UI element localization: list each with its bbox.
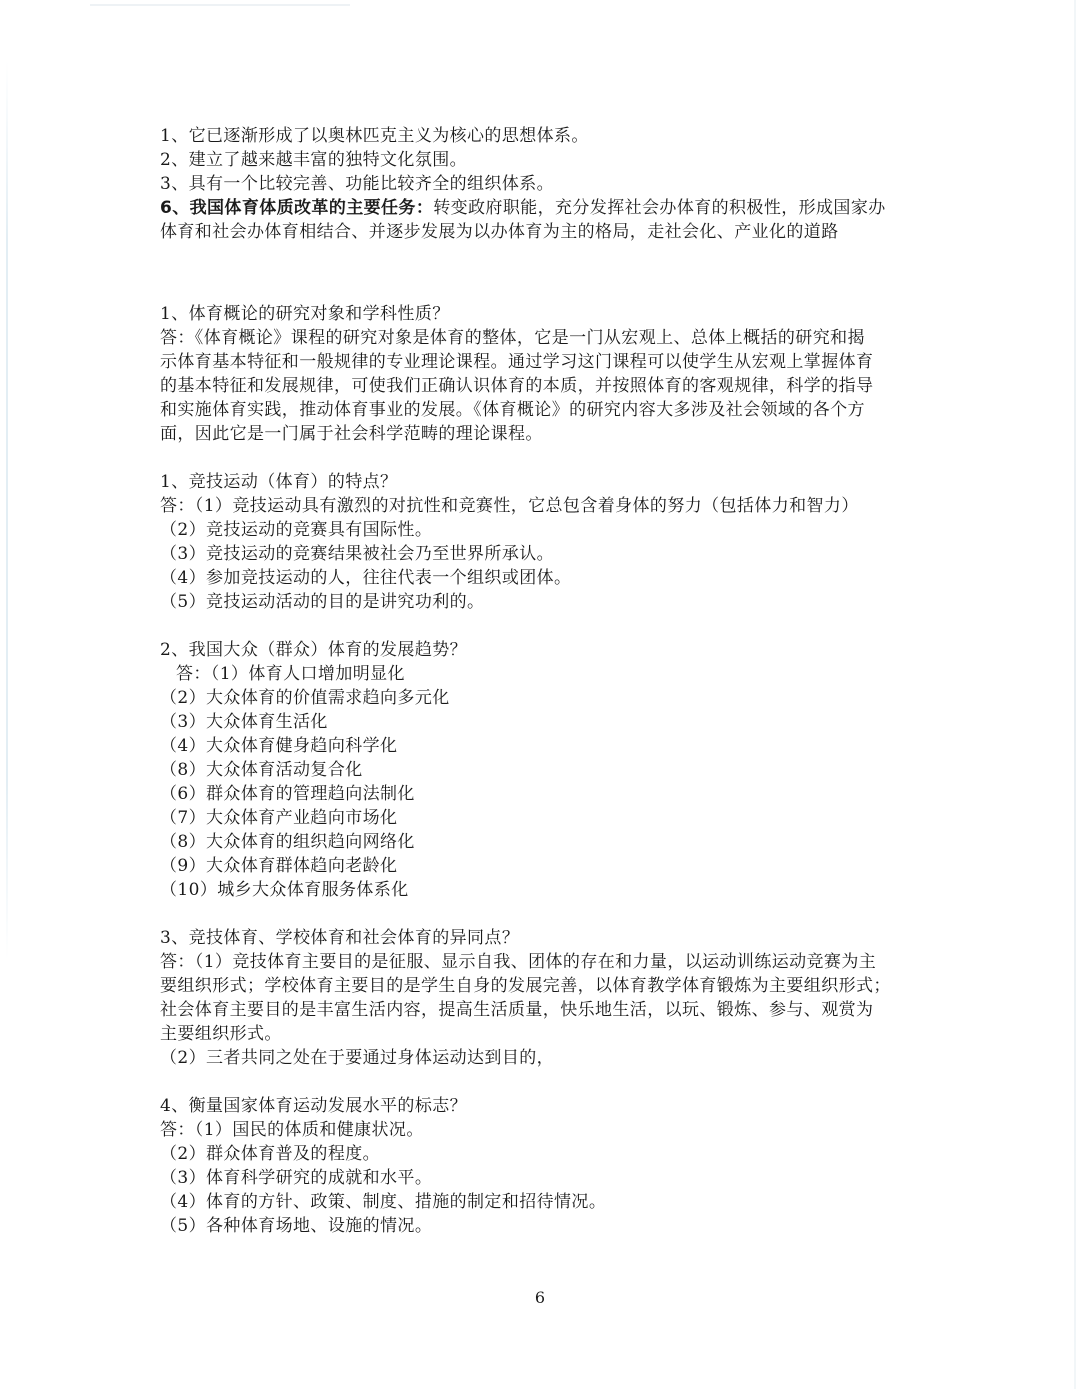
answer-line: 主要组织形式。 — [160, 1024, 282, 1044]
answer-line: （3）体育科学研究的成就和水平。 — [160, 1168, 433, 1188]
qa-mass-sport-trends — [160, 638, 920, 902]
qa-development-indicators — [160, 1094, 920, 1238]
intro-section — [160, 124, 920, 244]
question-heading: 3、竞技体育、学校体育和社会体育的异同点？ — [160, 928, 520, 948]
answer-line: 答：（1）国民的体质和健康状况。 — [160, 1120, 424, 1140]
question-heading: 4、衡量国家体育运动发展水平的标志？ — [160, 1096, 468, 1116]
reform-task-continuation: 体育和社会办体育相结合、并逐步发展为以办体育为主的格局，走社会化、产业化的道路 — [160, 222, 839, 242]
answer-line: 答：（1）竞技运动具有激烈的对抗性和竞赛性，它总包含着身体的努力（包括体力和智力） — [160, 496, 859, 516]
answer-line: （4）大众体育健身趋向科学化 — [160, 736, 398, 756]
answer-line: 面，因此它是一门属于社会科学范畴的理论课程。 — [160, 424, 543, 444]
answer-line: 社会体育主要目的是丰富生活内容，提高生活质量，快乐地生活，以玩、锻炼、参与、观赏为 — [160, 1000, 874, 1020]
intro-item: 1、它已逐渐形成了以奥林匹克主义为核心的思想体系。 — [160, 126, 589, 146]
answer-line: （9）大众体育群体趋向老龄化 — [160, 856, 398, 876]
answer-line: （2）大众体育的价值需求趋向多元化 — [160, 688, 450, 708]
question-heading: 1、竞技运动（体育）的特点？ — [160, 472, 398, 492]
answer-line: 答：《体育概论》课程的研究对象是体育的整体，它是一门从宏观上、总体上概括的研究和揭 — [160, 328, 865, 348]
qa-sport-comparison — [160, 926, 920, 1070]
qa-competitive-sport — [160, 470, 920, 614]
scan-edge-left — [6, 60, 8, 960]
answer-line: （2）竞技运动的竞赛具有国际性。 — [160, 520, 433, 540]
document-page — [160, 124, 920, 1238]
answer-line: 的基本特征和发展规律，可使我们正确认识体育的本质，并按照体育的客观规律，科学的指导 — [160, 376, 874, 396]
answer-line: （5）各种体育场地、设施的情况。 — [160, 1216, 433, 1236]
answer-line: 要组织形式；学校体育主要目的是学生自身的发展完善，以体育教学体育锻炼为主要组织形式； — [160, 976, 891, 996]
answer-line: 示体育基本特征和一般规律的专业理论课程。通过学习这门课程可以使学生从宏观上掌握体育 — [160, 352, 874, 372]
qa-research-object — [160, 302, 920, 446]
question-heading: 1、体育概论的研究对象和学科性质？ — [160, 304, 450, 324]
answer-line: （3）竞技运动的竞赛结果被社会乃至世界所承认。 — [160, 544, 555, 564]
scan-edge-top — [90, 4, 350, 6]
answer-line: 和实施体育实践，推动体育事业的发展。《体育概论》的研究内容大多涉及社会领域的各个方 — [160, 400, 865, 420]
question-heading: 2、我国大众（群众）体育的发展趋势？ — [160, 640, 468, 660]
reform-task-text: 转变政府职能，充分发挥社会办体育的积极性，形成国家办 — [433, 198, 886, 218]
intro-item: 3、具有一个比较完善、功能比较齐全的组织体系。 — [160, 174, 555, 194]
page-number: 6 — [534, 1288, 546, 1307]
scan-edge-right — [1074, 0, 1076, 1389]
answer-line: 答：（1）体育人口增加明显化 — [176, 664, 405, 684]
answer-line: （5）竞技运动活动的目的是讲究功利的。 — [160, 592, 485, 612]
intro-item: 2、建立了越来越丰富的独特文化氛围。 — [160, 150, 468, 170]
answer-line: （7）大众体育产业趋向市场化 — [160, 808, 398, 828]
answer-line: （4）参加竞技运动的人，往往代表一个组织或团体。 — [160, 568, 572, 588]
reform-task-line — [160, 196, 920, 220]
answer-line: （10）城乡大众体育服务体系化 — [160, 880, 409, 900]
answer-line: （3）大众体育生活化 — [160, 712, 328, 732]
answer-line: （8）大众体育活动复合化 — [160, 760, 363, 780]
answer-line: （8）大众体育的组织趋向网络化 — [160, 832, 415, 852]
answer-line: 答：（1）竞技体育主要目的是征服、显示自我、团体的存在和力量，以运动训练运动竞赛为主 — [160, 952, 877, 972]
reform-task-heading: 6、我国体育体质改革的主要任务： — [160, 198, 434, 218]
answer-line: （4）体育的方针、政策、制度、措施的制定和招待情况。 — [160, 1192, 607, 1212]
answer-line: （2）群众体育普及的程度。 — [160, 1144, 381, 1164]
answer-line: （2）三者共同之处在于要通过身体运动达到目的， — [160, 1048, 555, 1068]
answer-line: （6）群众体育的管理趋向法制化 — [160, 784, 415, 804]
